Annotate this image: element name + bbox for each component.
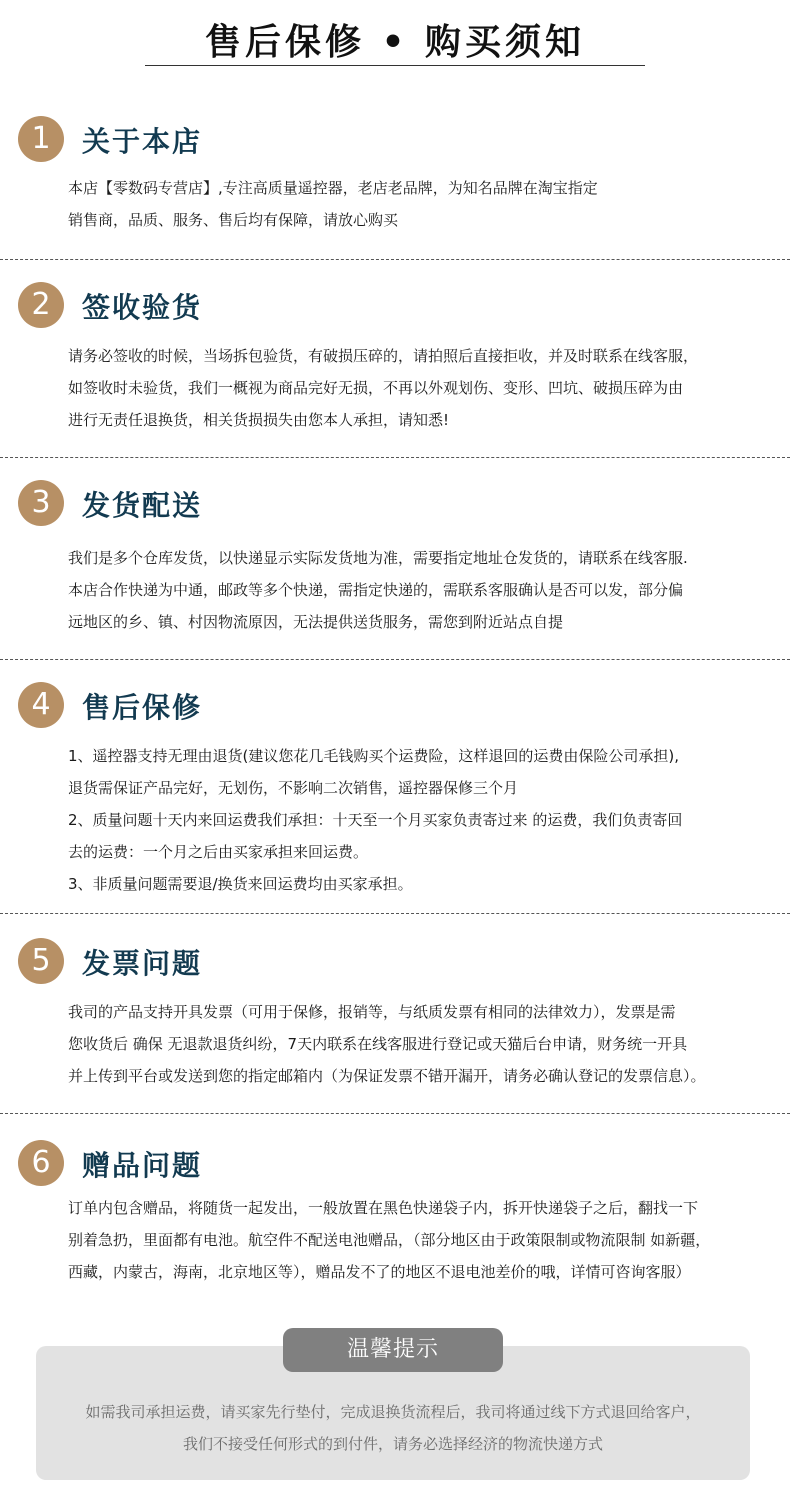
body-line: 您收货后 确保 无退款退货纠纷，7天内联系在线客服进行登记或天猫后台申请，财务统一开具 xyxy=(68,1035,688,1053)
section-title: 售后保修 xyxy=(82,691,203,724)
body-line: 并上传到平台或发送到您的指定邮箱内（为保证发票不错开漏开，请务必确认登记的发票信息）。 xyxy=(68,1067,706,1085)
dashed-divider xyxy=(0,913,790,914)
body-line: 退货需保证产品完好，无划伤，不影响二次销售，遥控器保修三个月 xyxy=(68,779,519,797)
number-badge: 6 xyxy=(18,1140,64,1186)
page-title: 售后保修 • 购买须知 xyxy=(204,22,586,63)
dashed-divider xyxy=(0,1113,790,1114)
body-line: 2、质量问题十天内来回运费我们承担：十天至一个月买家负责寄过来 的运费，我们负责寄回 xyxy=(68,811,683,829)
body-line: 1、遥控器支持无理由退货(建议您花几毛钱购买个运费险，这样退回的运费由保险公司承担), xyxy=(68,747,680,765)
dashed-divider xyxy=(0,659,790,660)
section-body xyxy=(68,996,783,1092)
body-line: 西藏，内蒙古，海南，北京地区等），赠品发不了的地区不退电池差价的哦，详情可咨询客服） xyxy=(68,1263,691,1281)
page-header xyxy=(0,0,790,80)
section-body xyxy=(68,172,783,236)
section-title: 关于本店 xyxy=(82,125,203,158)
body-line: 我们是多个仓库发货，以快递显示实际发货地为准，需要指定地址仓发货的，请联系在线客服. xyxy=(68,549,688,567)
body-line: 别着急扔，里面都有电池。航空件不配送电池赠品，（部分地区由于政策限制或物流限制 如新疆， xyxy=(68,1231,711,1249)
dashed-divider xyxy=(0,457,790,458)
tips-text xyxy=(36,1396,750,1460)
body-line: 去的运费：一个月之后由买家承担来回运费。 xyxy=(68,843,369,861)
tips-title: 温馨提示 xyxy=(283,1328,503,1372)
body-line: 本店【零数码专营店】,专注高质量遥控器，老店老品牌，为知名品牌在淘宝指定 xyxy=(68,179,598,197)
section-body xyxy=(68,340,783,436)
number-badge: 2 xyxy=(18,282,64,328)
body-line: 我司的产品支持开具发票（可用于保修，报销等，与纸质发票有相同的法律效力），发票是需 xyxy=(68,1003,676,1021)
section-body xyxy=(68,1192,783,1288)
section-title: 签收验货 xyxy=(82,291,203,324)
number-badge: 3 xyxy=(18,480,64,526)
body-line: 订单内包含赠品，将随货一起发出，一般放置在黑色快递袋子内，拆开快递袋子之后，翻找一下 xyxy=(68,1199,699,1217)
section-body xyxy=(68,542,783,638)
tips-line: 我们不接受任何形式的到付件，请务必选择经济的物流快递方式 xyxy=(182,1435,603,1453)
tips-line: 如需我司承担运费，请买家先行垫付，完成退换货流程后，我司将通过线下方式退回给客户， xyxy=(85,1403,701,1421)
section-title: 赠品问题 xyxy=(82,1149,203,1182)
section-body xyxy=(68,740,783,900)
body-line: 请务必签收的时候，当场拆包验货，有破损压碎的，请拍照后直接拒收，并及时联系在线客服， xyxy=(68,347,699,365)
dashed-divider xyxy=(0,259,790,260)
number-badge: 4 xyxy=(18,682,64,728)
body-line: 进行无责任退换货，相关货损损失由您本人承担，请知悉! xyxy=(68,411,450,429)
section-title: 发票问题 xyxy=(82,947,203,980)
number-badge: 1 xyxy=(18,116,64,162)
body-line: 远地区的乡、镇、村因物流原因，无法提供送货服务，需您到附近站点自提 xyxy=(68,613,564,631)
body-line: 销售商，品质、服务、售后均有保障，请放心购买 xyxy=(68,211,399,229)
body-line: 3、非质量问题需要退/换货来回运费均由买家承担。 xyxy=(68,875,413,893)
body-line: 如签收时未验货，我们一概视为商品完好无损，不再以外观划伤、变形、凹坑、破损压碎为由 xyxy=(68,379,684,397)
number-badge: 5 xyxy=(18,938,64,984)
body-line: 本店合作快递为中通，邮政等多个快递，需指定快递的，需联系客服确认是否可以发，部分偏 xyxy=(68,581,684,599)
section-title: 发货配送 xyxy=(82,489,203,522)
title-underline xyxy=(145,65,645,66)
